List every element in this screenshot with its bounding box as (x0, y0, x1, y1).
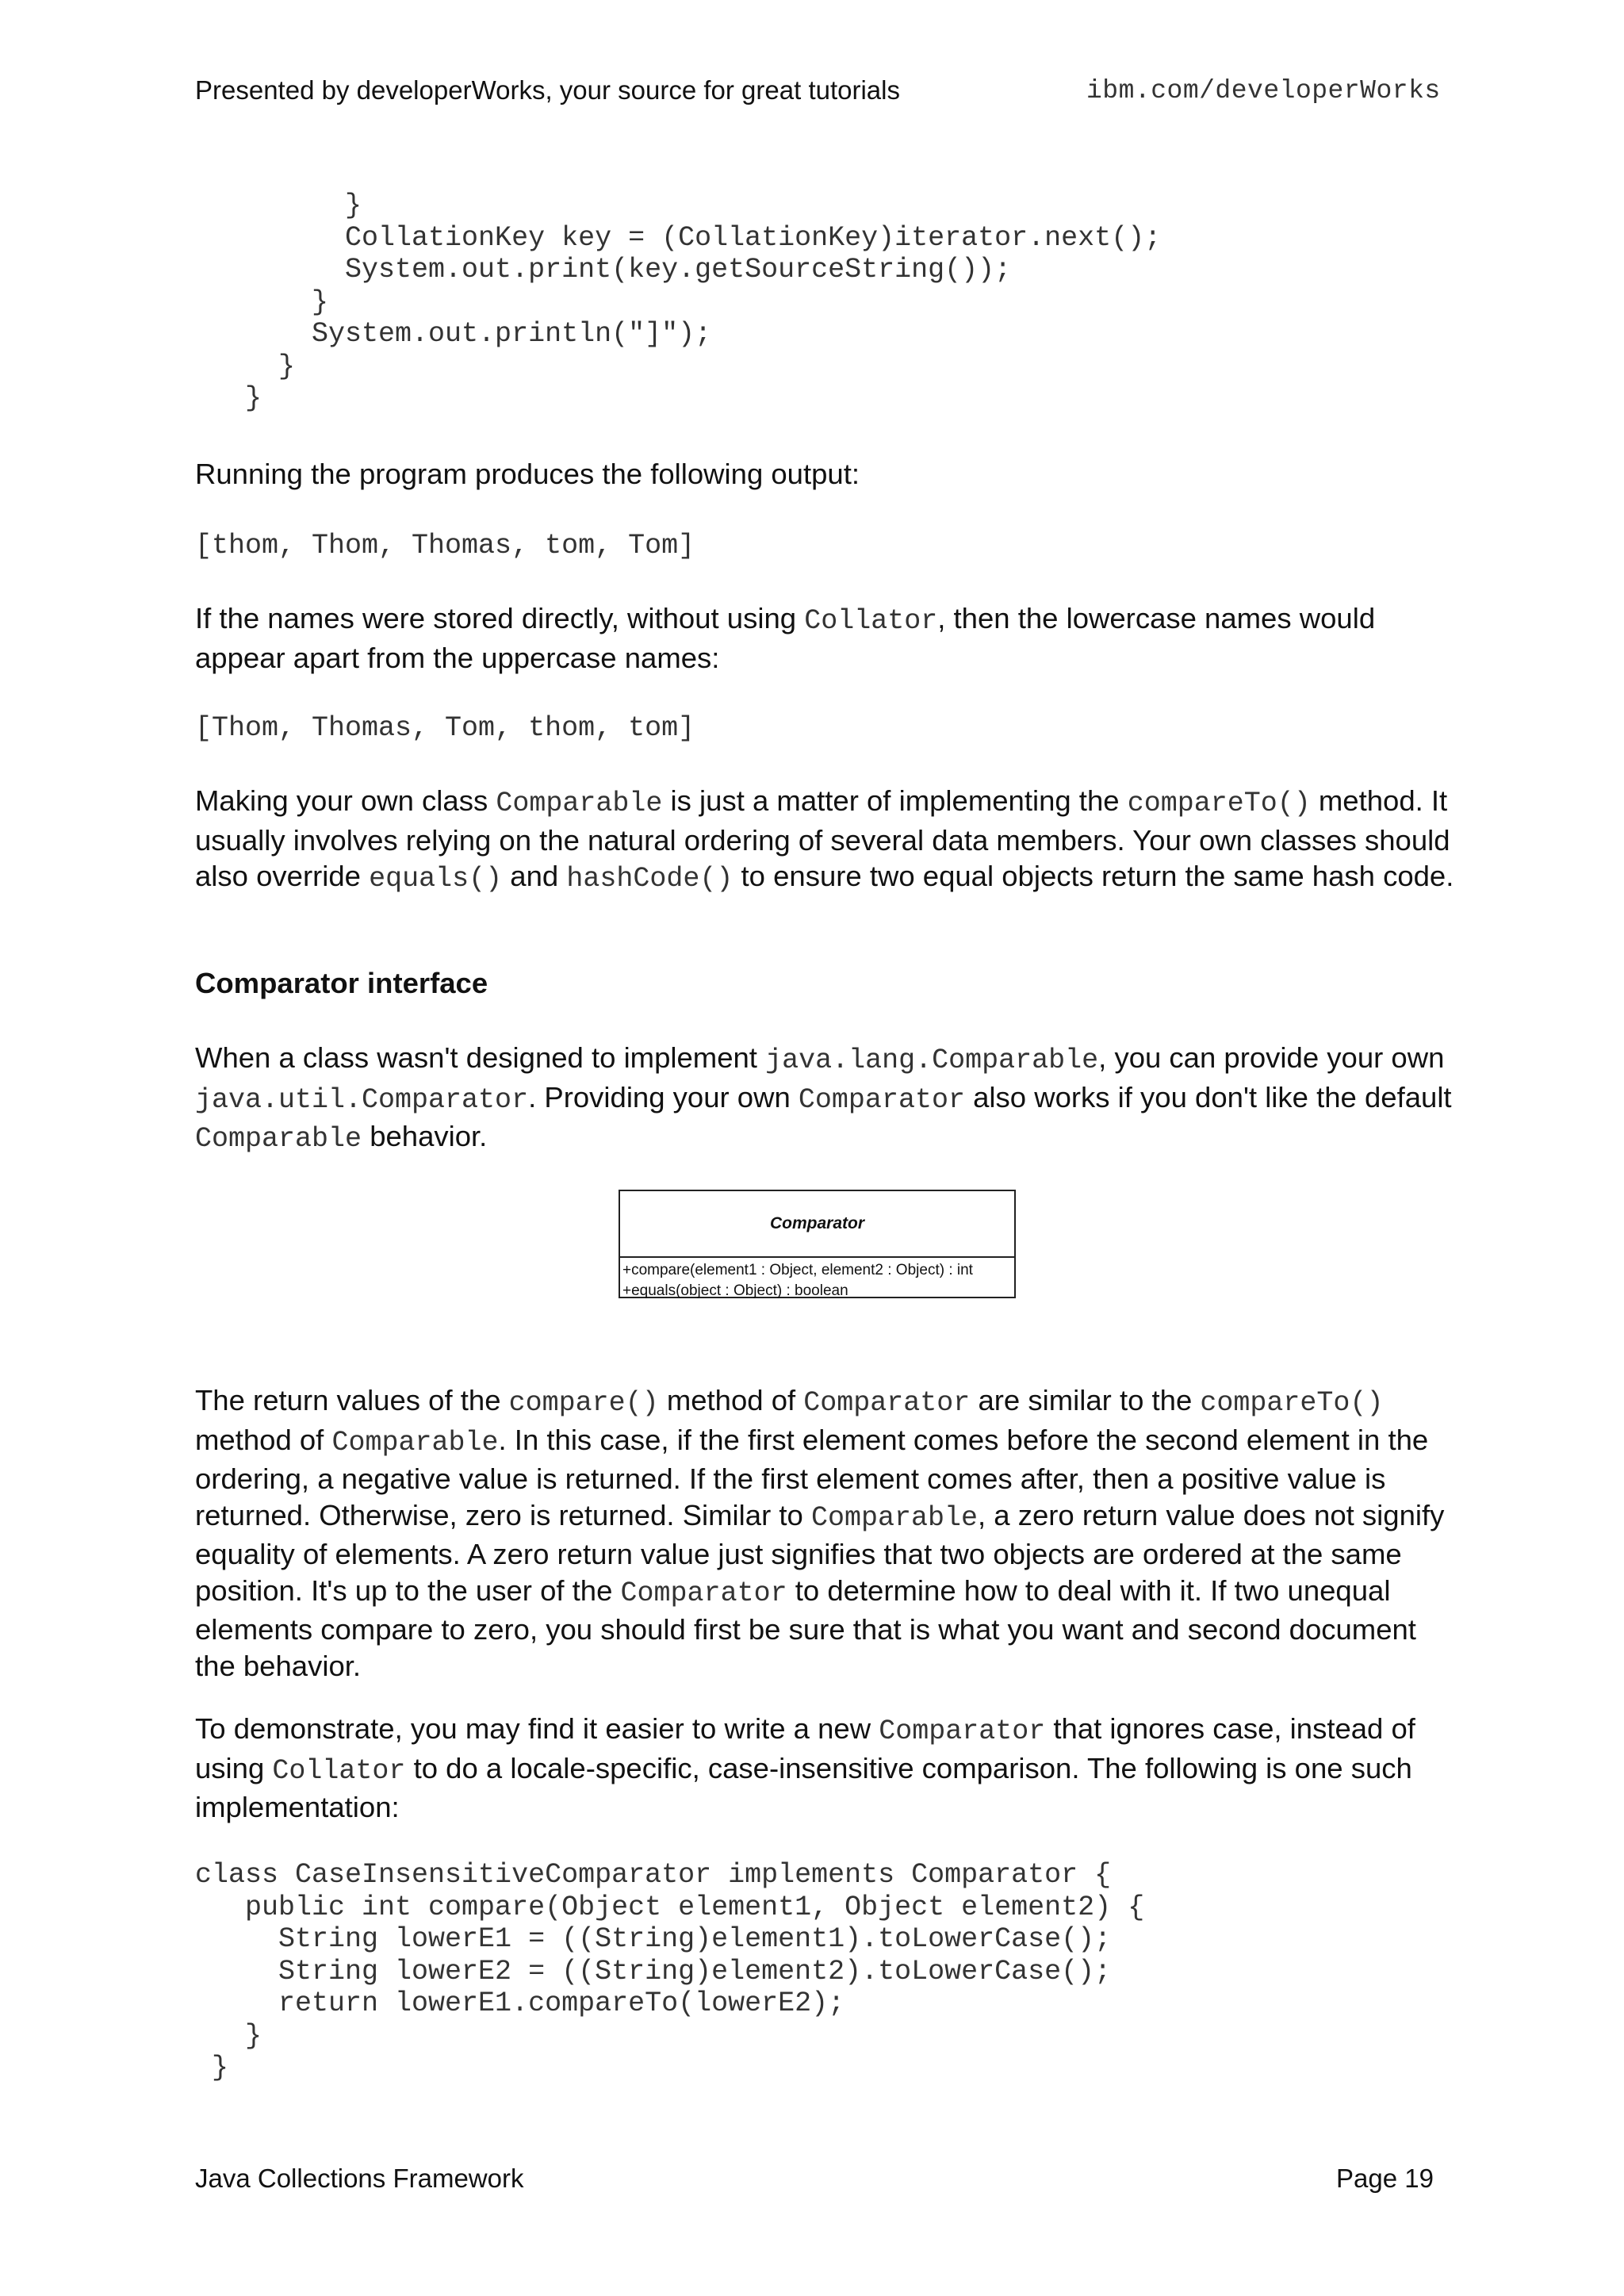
uml-class-diagram (619, 1190, 1016, 1298)
inline-code: compareTo() (1200, 1387, 1384, 1419)
paragraph-demonstrate: To demonstrate, you may find it easier to write a new Comparator that ignores case, instead of using Collator to do a locale-specific, case-insensitive comparison. The following is one such implementation: (195, 1712, 1415, 1823)
header-title: Presented by developerWorks, your source for great tutorials (195, 75, 900, 105)
uml-class-name: Comparator (620, 1191, 1014, 1258)
inline-code: Comparator (798, 1083, 965, 1116)
uml-operation-compare: +compare(element1 : Object, element2 : Object) : int (622, 1262, 973, 1278)
paragraph-running-output: Running the program produces the following output: (195, 458, 860, 490)
inline-code: Comparator (803, 1387, 971, 1419)
paragraph-return-values: The return values of the compare() method of Comparator are similar to the compareTo() method of Comparable. In this case, if the first element comes before the second element in the ordering, a negative value is returned. If the first element comes after, then a positive value is returned. Otherwise, zero is returned. Similar to Comparable, a zero return value does not signify equality of elements. A zero return value just signifies that two objects are ordered at the same position. It's up to the user of the Comparator to determine how to deal with it. If two unequal elements compare to zero, you should first be sure that is what you want and second document the behavior. (195, 1384, 1445, 1682)
uml-operation-equals: +equals(object : Object) : boolean (622, 1282, 848, 1299)
output-direct: [Thom, Thomas, Tom, thom, tom] (195, 712, 695, 744)
inline-code: Collator (804, 605, 938, 637)
inline-code: Comparable (195, 1123, 362, 1155)
output-collator: [thom, Thom, Thomas, tom, Tom] (195, 530, 695, 562)
inline-code: Comparable (331, 1426, 499, 1458)
inline-code: Comparable (496, 788, 663, 819)
section-heading-comparator: Comparator interface (195, 967, 488, 999)
header-url: ibm.com/developerWorks (1086, 76, 1441, 105)
inline-code: hashCode() (566, 863, 733, 895)
inline-code: equals() (369, 863, 503, 895)
paragraph-comparator-intro: When a class wasn't designed to implement java.lang.Comparable, you can provide your own java.util.Comparator. Providing your own Comparator also works if you don't like the default Comparable behavior. (195, 1041, 1452, 1155)
footer-page-number: Page 19 (1336, 2164, 1434, 2193)
inline-code: compare() (508, 1387, 659, 1419)
inline-code: Comparable (810, 1501, 978, 1534)
inline-code: compareTo() (1127, 788, 1311, 819)
inline-code: java.util.Comparator (195, 1083, 529, 1116)
footer-title: Java Collections Framework (195, 2164, 524, 2193)
paragraph-comparable: Making your own class Comparable is just a matter of implementing the compareTo() method. It usually involves relying on the natural ordering of several data members. Your own classes should also override equals() and hashCode() to ensure two equal objects return the same hash code. (195, 784, 1454, 895)
inline-code: Comparator (879, 1715, 1046, 1747)
inline-code: Comparator (620, 1577, 787, 1609)
paragraph-without-collator: If the names were stored directly, without using Collator, then the lowercase names would appear apart from the uppercase names: (195, 602, 1376, 674)
inline-code: java.lang.Comparable (765, 1045, 1099, 1076)
uml-operations (620, 1258, 1014, 1301)
inline-code: Collator (272, 1754, 406, 1787)
code-block-case-insensitive-comparator: class CaseInsensitiveComparator implements Comparator { public int compare(Object element1, Object element2) { String lowerE1 = ((String)element1).toLowerCase(); String lowerE2 = ((String)element2).toLowerCase(); return lowerE1.compareTo(lowerE2); } } (195, 1859, 1145, 2083)
code-block-collation: } CollationKey key = (CollationKey)iterator.next(); System.out.print(key.getSourceString()); } System.out.println("]"); } } (245, 190, 1162, 414)
